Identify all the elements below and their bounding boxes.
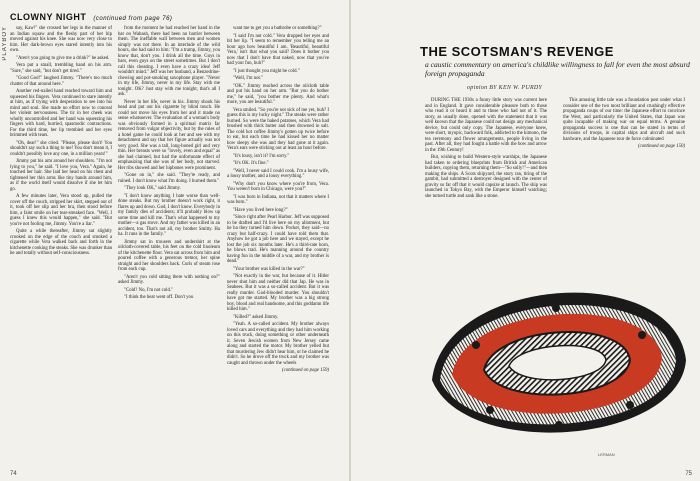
paragraph: "Why don't you know where you're from, Vera. You weren't born in Chicago, were you?" [227,181,329,192]
paragraph: "Aren't you cold sitting there with nothing on?" asked Jimmy. [118,274,220,285]
right-column-1 [425,98,547,201]
paragraph: "OK." Jimmy reached across the oilcloth table and put his hand on her arm. "But you do bother me," he said, "you bother me plenty. And what's more, you are beautiful." [227,83,329,105]
paragraph: "Oh, dear!" she cried. "Please, please don't! You shouldn't say such a thing to me! You don't mean it, I couldn't possibly love any one, in a million years!" [10,140,112,157]
paragraph: But, wishing to build Western-style warships, the Japanese had taken to ordering blueprints from British and American builders, copying them, returning them—"So solly!"—and then making the ships. A Scots shipyard, the story ran, tiring of the gambit, had submitted a destroyer designed with the center of gravity so far off that it would capsize at launch. The ship was launched in Tokyo Bay, with the Emperor himself watching; she turned turtle and sank like a stone. [425,155,547,199]
byline: opinion BY KEN W. PURDY [467,85,543,91]
paragraph: "Well, I never said I could cook. I'm a lousy wife, a lousy mother, and a lousy everything." [227,168,329,179]
continued-line: (continued on page 159) [281,368,329,373]
paragraph: Vera smiled. "So you're not sick of me yet, huh? I guess this is my lucky night." The steaks were rather burned. So were the baked potatoes, which Vera had brushed with thick butter and then drowned in salt. The cold hot coffee Jimmy's gotten up twice before to eat, but each time he had kissed her no matter how sleepy she was and they had gone at it again. Vera's ears were sticking out at least an hour before. [227,107,329,151]
left-column-2 [118,26,220,303]
page-number-right: 75 [685,471,692,477]
paragraph: "I think the heat went off. Don't you [124,295,194,300]
article-dek: a caustic commentary on america's childlike willingness to fall for even the most absurd foreign propaganda [425,60,690,78]
article-title: THE SCOTSMAN'S REVENGE [420,44,614,59]
paragraph: This amusing little tale was a foundation post under what I consider one of the two most brilliant and crushingly effective propaganda coups of our time: the Japanese effort to convince the West, and particularly the United States, that Japan was quite incapable of making war on equal terms. A genuine propaganda success is one that can be stated in terms of divisions of troops, in capital ships and aircraft and such hardware, and the Japanese tour de force culminated [563,98,685,142]
paragraph: "I just thought you might be cold." [233,68,300,74]
paragraph: "Have you lived here long?" [233,207,288,213]
paragraph: "I said I'm not cold." Vera dropped her eyes and bit her lip. "I seem to remember you telling me an hour ago how beautiful I am. 'Beautiful, beautiful Vera,' isn't that what you said? Does it bother you now that I don't have that naked, now that you've had your fun, huh?" [227,33,329,66]
paragraph: "I was born in Indiana, not that it matters where I was born." [227,194,329,205]
paragraph: "Since right after Pearl Harbor. Jeff was supposed to be drafted and I'd live here on my allotment, but he ha they turned him down. Pocket, they said—no crazy but half-crazy. I could have told them that. Anyhow he got a job here and we stayed, except he lost the job six months later. He's a third-rate horn, he blows trad. He's manning around the country having fun in the middle of a war, and my brother is dead." [227,215,329,264]
capsized-boat-illustration [424,230,690,465]
paragraph: "It's OK. It's fine." [233,161,269,166]
illustrator-signature: LERMAN [598,452,615,457]
paragraph: A few minutes later, Vera stood up, pulled the cover off the couch, stripped her skirt, stepped out of it, took off her slip and her bra, then stood before him, a faint smile on her tear-streaked face. "Well, I guess I knew this would happen," she said. "But you're not fooling me, Jimmy. You're a liar." [10,194,112,227]
paragraph: "Killed?" asked Jimmy. [233,314,279,320]
continued-line: (continued on page 150) [637,144,685,149]
running-head [10,12,172,22]
paragraph: Jimmy sat in trousers and undershirt at the oilcloth-covered table, his feet on the cold linoleum of the kitchenette floor. Vera sat across from him and poured coffee with a generous tremor, her spine straight and her shoulders back. Curls of steam rose from each cup. [118,239,220,272]
paragraph: "They look OK," said Jimmy. [124,186,181,191]
paragraph: "Yeah. A so-called accident. My brother always loved cars and everything and they had him working on this truck, doing something or other underneath it. Seven Jewish women from New Jersey came along and started the motor. My brother yelled but that murdering Jew didn't hear him, or he claimed he didn't. So he drove off the truck and my brother was caught and thrown under the wheels [227,322,329,366]
paragraph: "It's lousy, isn't it? I'm sorry." [233,153,290,159]
paragraph: Vera put a small, trembling hand on his arm. "Sure," she said, "but don't get tired." [10,63,112,74]
page-gutter [349,0,351,481]
left-column-3 [227,26,329,376]
paragraph: "Gone on in," she said. "They're ready, and ruined. I don't know what I'm doing. I burned them." [118,173,220,184]
left-column-1 [10,26,112,259]
right-column-2 [563,98,685,152]
paragraph: Quite a while thereafter, Jimmy sat slightly crooked on the edge of the couch and smoked a cigarette while Vera walked back and forth in the kitchenette cooking the steaks. She was drunker than he and totally without self-consciousness. [10,229,112,256]
paragraph: from the moment he had reached her hand in the bar on Wabash, there had been no barrier between them. The ineffable wall between men and women simply was not there. In an interlude of the wild hours, she had said to him: "I'm a tramp, Jimmy, you know that, don't you. I drink all the time. Guys in bars, even guys on the street sometimes. But I don't call this cheating. I even have a crazy idea! Jeff wouldn't mind." Jeff was her husband, a Benzedrine-chewing and pot-smoking saxophone player. "Never in my life, Jimmy, never in my life. Stay with me tonight. OK? Just stay with me tonight, that's all I ask." [118,26,220,97]
page-number-left: 74 [10,471,17,477]
paragraph: "Cold? No, I'm not cold." [124,287,174,293]
story-title: CLOWNY NIGHT [10,12,87,22]
paragraph: say, Kaw!" she crossed her legs in the manner of an Indian squaw and the fleshy part of her hip moved against his knee. She was now very close to him. Her dark-brown eyes stared intently into his own. [10,26,112,53]
paragraph: Jimmy put his arm around her shoulders. "I'm not lying to you," he said. "I love you, Vera." Again, he touched her hair. She laid her head on his chest and tightened her thin arms like tiny bands around him, as if the world itself would dissolve if she let him go. [10,159,112,192]
paragraph: "Well, I'm not." [233,76,263,81]
paragraph: DURING THE 1930s a funny little story was current here and in England. It gave considerable pleasure both to those who read it or heard it and to those who had not of it. The story, as usually done, opened with the statement that it was well known that the Japanese could not design any mechanical device, but could only copy. The Japanese, everyone knew, were short, myopic, backward folk, addicted to the kimono, the tea ceremony and flower arrangements, people living in the past. After all, they had fought a battle with the bow and arrow in the 19th Century! [425,98,547,153]
paragraph: Never in her life, never in his. Jimmy shook his head and put out his cigarette by blind touch. He could not move his eyes from her and it made no sense whatsoever. The evaluation of a woman's body was obviously formed in a spiritual matrix far removed from vulgar objectivity, but by the rules of a hotel game he could look at her and see with my detachment and say that her figure actually was not very good. She was a tall, long-boned girl and very thin. Her breasts were so "lovely, even and equal" as she had claimed, but had the unfortunate effect of emphasizing that she was of her body, not starved. Her ribs showed and her hipbones were prominent. [118,99,220,171]
paragraph: Another red-nailed hand reached toward him and squeezed his fingers. Vera continued to stare intently at him, as if trying with desperation to see into his mind and soul. She made no effort now to conceal her violent nervousness. The tic in her cheek was wholly uncontrolled and her hand was squeezing his fingers with hard, hurried, spasmodic contractions. For the third time, her lip trembled and her eyes brimmed with tears. [10,89,112,138]
paragraph: "Your brother was killed in the war?" [233,266,305,272]
paragraph: "Not exactly in the war, but because of it. Hitler never shot him and neither did that Jap. He was in Seabees. But it was a so-called accident. But it was really murder. God-blooded murder. You shouldn't have got me started. My brother was a big strong boy, blood and real handsome, and this goddamn life killed him." [227,274,329,312]
paragraph: "I don't know anything I hate worse than well-done steaks. But my brother doesn't work right, it flares up and down. God, I don't know. Everybody in my family dies of accidents; it'll probably blow up some time and kill me. That's what happened to my mother—a gas stove. And my father was killed in an accident, too. That's not all, my brother Smitty. Ha ha. It runs in the family." [118,193,220,237]
paragraph: want me to get you a bathrobe or something?" [233,26,322,31]
continued-note: (continued from page 76) [93,16,173,22]
magazine-sidebar-title: PLAYBOY [2,26,8,61]
paragraph: "Good God!" laughed Jimmy. "There's too much chatter of that around here." [10,76,112,87]
paragraph: "Aren't you going to give me a drink?" he asked. [16,55,110,61]
